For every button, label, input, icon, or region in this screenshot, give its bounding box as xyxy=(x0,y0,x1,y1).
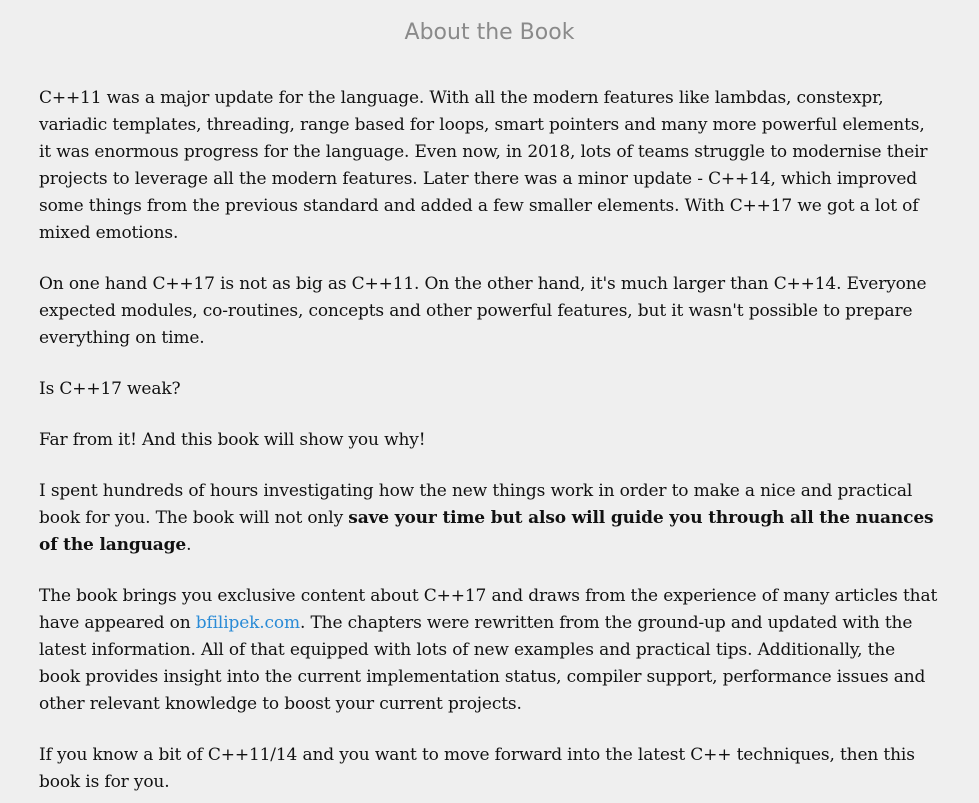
paragraph-intro: C++11 was a major update for the language. With all the modern features like lambdas, constexpr, variadic templates, threading, range based for loops, smart pointers and many more powerful elements, it was enormous progress for the language. Even now, in 2018, lots of teams struggle to modernise their projects to leverage all the modern features. Later there was a minor update - C++14, which improved some things from the previous standard and added a few smaller elements. With C++17 we got a lot of mixed emotions. xyxy=(39,88,928,243)
paragraph-cpp17-size: On one hand C++17 is not as big as C++11. On the other hand, it's much larger than C++14. Everyone expected modules, co-routines, concepts and other powerful features, but it wasn't possible to prepare everything on time. xyxy=(39,274,927,348)
paragraph-exclusive-rest: . The chapters were rewritten from the ground-up and updated with the latest information. All of that equipped with lots of new examples and practical tips. Additionally, the book provides insight into the current implementation status, compiler support, performance issues and other relevant knowledge to boost your current projects. xyxy=(39,613,926,714)
about-book-content xyxy=(39,85,940,796)
paragraph-question: Is C++17 weak? xyxy=(39,379,181,399)
paragraph-audience: If you know a bit of C++11/14 and you want to move forward into the latest C++ techniques, then this book is for you. xyxy=(39,745,915,792)
paragraph-exclusive-text: The book brings you exclusive content about C++17 and draws from the experience of many articles that have appeared on xyxy=(39,586,938,633)
paragraph-answer: Far from it! And this book will show you why! xyxy=(39,430,426,450)
bold-emphasis: save your time but also will guide you through all the nuances of the language xyxy=(39,508,934,555)
bfilipek-link[interactable]: bfilipek.com xyxy=(195,613,300,633)
paragraph-time-spent-end: . xyxy=(186,535,192,555)
section-title: About the Book xyxy=(404,20,575,45)
paragraph-time-spent xyxy=(39,478,940,559)
paragraph-exclusive-content xyxy=(39,583,940,718)
paragraph-time-spent-text: I spent hundreds of hours investigating how the new things work in order to make a nice and practical book for you. The book will not only xyxy=(39,481,913,528)
